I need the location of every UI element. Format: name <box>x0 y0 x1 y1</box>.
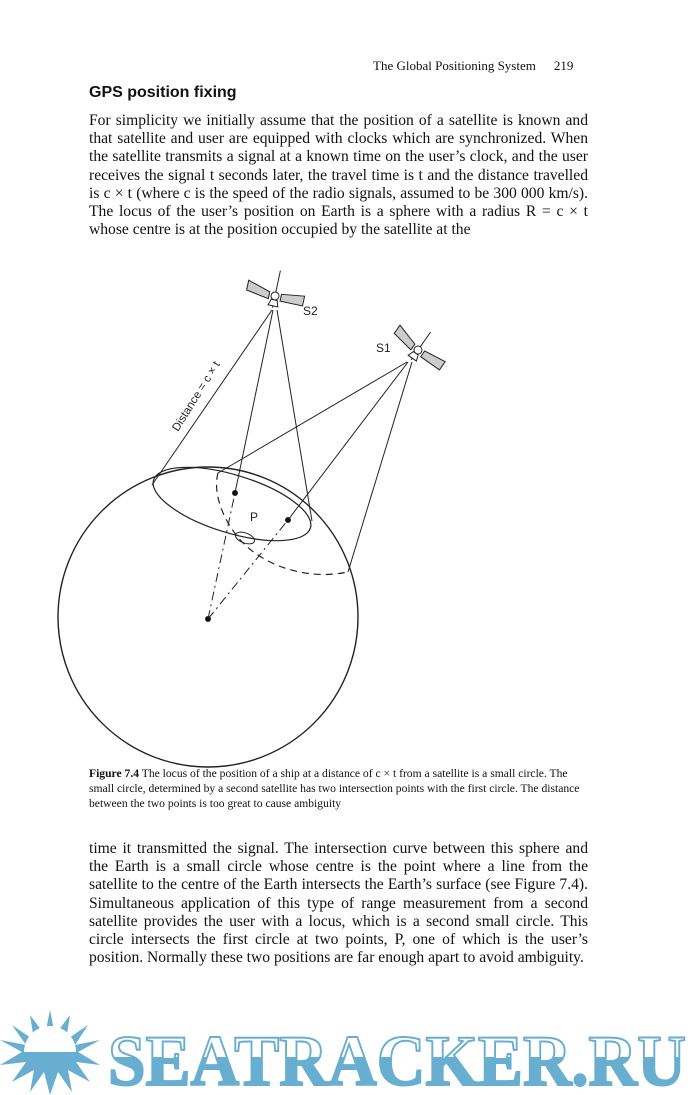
centre-lines <box>208 493 288 619</box>
page-number: 219 <box>553 58 574 73</box>
sun-logo-icon <box>0 1010 100 1095</box>
watermark-text: SEATRACKER.RU <box>108 1021 686 1095</box>
body-paragraph-1: For simplicity we initially assume that the position of a satellite is known and that satellite and user are equipped with clocks which are synchronized. When the satellite transmits a signal at a known time on the user’s clock, and the user receives the signal t seconds later, the travel time is t and the distance travelled is c × t (where c is the speed of the radio signals, assumed to be 300 000 km/s). The locus of the user’s position on Earth is a sphere with a radius R = c × t whose centre is at the position occupied by the satellite at the <box>89 112 588 239</box>
subpoint-s2-dot <box>233 491 238 496</box>
seatracker-watermark <box>0 1010 693 1095</box>
label-p: P <box>250 510 259 524</box>
body-paragraph-2: time it transmitted the signal. The intersection curve between this sphere and the Earth is a small circle whose centre is the point where a line from the satellite to the centre of the Earth intersects the Earth’s surface (see Figure 7.4). Simultaneous application of this type of range measurement from a second satellite provides the user with a locus, which is a second small circle. This circle intersects the first circle at two points, P, one of which is the user’s position. Normally these two positions are far enough apart to avoid ambiguity. <box>89 840 588 967</box>
running-title: The Global Positioning System <box>373 58 536 73</box>
subpoint-s1-dot <box>286 518 291 523</box>
s1-lines <box>218 362 412 572</box>
small-circle-s2 <box>145 452 319 555</box>
satellite-s2-icon <box>244 265 309 314</box>
caption-text: The locus of the position of a ship at a distance of c × t from a satellite is a small circle. The small circle, determined by a second satellite has two intersection points with the first circle. The distance between the two points is too great to cause ambiguity <box>89 767 580 810</box>
caption-label: Figure 7.4 <box>89 767 140 780</box>
intersection-p-marker <box>234 530 256 546</box>
earth-centre-dot <box>206 617 211 622</box>
figure-caption <box>89 766 594 811</box>
label-distance: Distance = c × t <box>170 359 223 434</box>
label-s2: S2 <box>303 304 318 318</box>
label-s1: S1 <box>376 341 391 355</box>
section-heading: GPS position fixing <box>89 84 237 101</box>
